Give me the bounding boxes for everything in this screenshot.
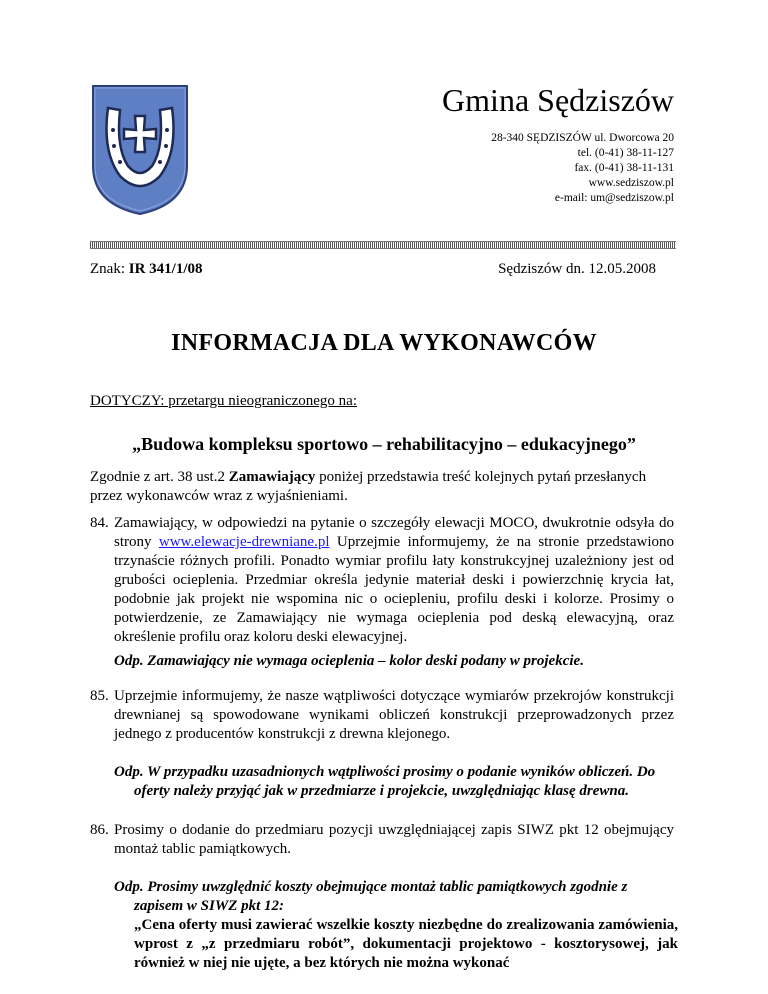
question-85	[90, 687, 674, 744]
question-number: 86.	[90, 822, 109, 838]
answer-84: Odp. Zamawiający nie wymaga ocieplenia – kolor deski podany w projekcie.	[114, 653, 584, 669]
question-84	[90, 514, 674, 647]
answer-line: oferty należy przyjąć jak w przedmiarze i projekcie, uwzględniając klasę drewna.	[134, 783, 629, 799]
address-line-email: e-mail: um@sedziszow.pl	[554, 192, 674, 204]
reference-number	[90, 260, 203, 279]
question-text-end: Uprzejmie informujemy, że na stronie przedstawiono trzynaście różnych profili. Ponadto wymiar profilu łaty konstrukcyjnej uzależniony jest od grubości ocieplenia. Przedmiar określa jedynie materiał deski i powierzchnię krycia łat, podobnie jak projekt nie wspomina nic o ociepleniu, profilu deski i kolorze. Prosimy o potwierdzenie, ze Zamawiający nie wymaga ocieplenia pod deską elewacyjną, oraz określenie profilu oraz koloru deski elewacyjnej.	[114, 534, 675, 645]
answer-line: Odp. Prosimy uwzględnić koszty obejmujące montaż tablic pamiątkowych zgodnie z	[114, 879, 628, 895]
question-text-start: Zamawiający, w odpowiedzi na pytanie o szczegóły elewacji MOCO, dwukrotnie odsyła do strony	[114, 515, 674, 550]
reference-label: Znak:	[90, 261, 125, 277]
document-title: INFORMACJA DLA WYKONAWCÓW	[171, 330, 597, 356]
coat-of-arms-logo	[90, 82, 190, 216]
reference-value: IR 341/1/08	[128, 261, 203, 277]
question-text: Uprzejmie informujemy, że nasze wątpliwości dotyczące wymiarów przekrojów konstrukcji drewnianej są spowodowane wynikami obliczeń konstrukcji przeprowadzonych przez jednego z producentów konstrukcji z drewna klejonego.	[114, 688, 674, 742]
intro-text-end: poniżej przedstawia treść kolejnych pytań przesłanych przez wykonawców wraz z wyjaśnieniami.	[90, 469, 647, 504]
question-86	[90, 821, 674, 859]
intro-text-bold: Zamawiający	[228, 469, 316, 485]
answer-85	[114, 763, 678, 801]
municipality-title: Gmina Sędziszów	[442, 82, 674, 118]
address-line-street: 28-340 SĘDZISZÓW ul. Dworcowa 20	[491, 132, 674, 144]
document-date: Sędziszów dn. 12.05.2008	[498, 261, 656, 277]
answer-86	[114, 878, 678, 973]
siwz-quote: „Cena oferty musi zawierać wszelkie koszty niezbędne do zrealizowania zamówienia, wprost z „z przedmiaru robót”, dokumentacji projektowo - kosztorysowej, jak również w niej nie ujęte, a bez których nie można wykonać	[134, 917, 678, 971]
header-divider	[90, 241, 676, 249]
answer-line: Odp. W przypadku uzasadnionych wątpliwości prosimy o podanie wyników obliczeń. Do	[114, 764, 656, 780]
website-link[interactable]: www.elewacje-drewniane.pl	[158, 534, 330, 550]
tender-subject: „Budowa kompleksu sportowo – rehabilitacyjno – edukacyjnego”	[132, 434, 636, 454]
address-block	[491, 131, 674, 206]
intro-text-start: Zgodnie z art. 38 ust.2	[90, 469, 229, 485]
intro-paragraph	[90, 468, 680, 506]
address-line-www: www.sedziszow.pl	[588, 177, 674, 189]
regarding-line: DOTYCZY: przetargu nieograniczonego na:	[90, 393, 358, 409]
question-number: 85.	[90, 688, 109, 704]
question-text: Prosimy o dodanie do przedmiaru pozycji uwzględniającej zapis SIWZ pkt 12 obejmujący montaż tablic pamiątkowych.	[114, 822, 674, 857]
address-line-tel: tel. (0-41) 38-11-127	[577, 147, 674, 159]
question-number: 84.	[90, 515, 109, 531]
answer-line: zapisem w SIWZ pkt 12:	[134, 898, 285, 914]
address-line-fax: fax. (0-41) 38-11-131	[574, 162, 674, 174]
